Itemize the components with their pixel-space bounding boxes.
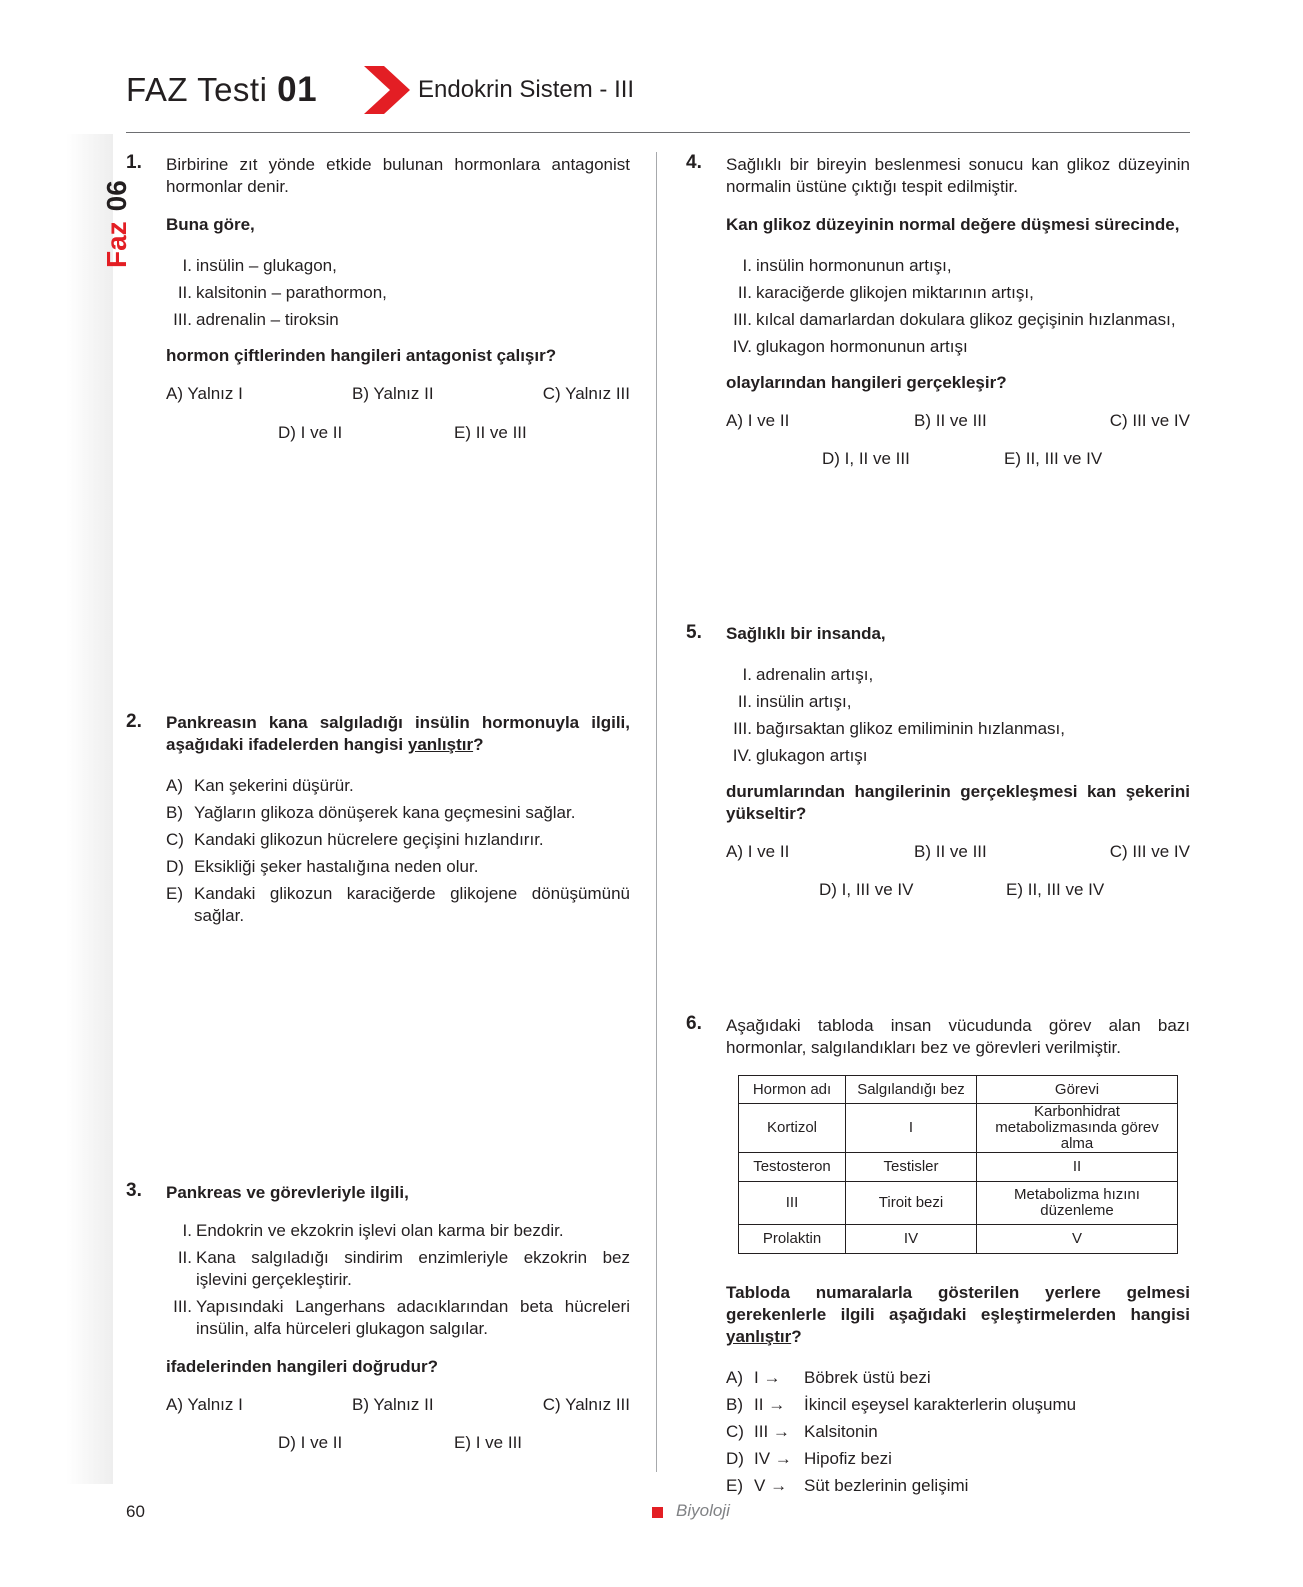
list-item: II. Kana salgıladığı sindirim enzimleriyle ekzokrin bez işlevini gerçekleştirir. (177, 1248, 630, 1289)
table-header-cell: Salgılandığı bez (846, 1076, 977, 1104)
list-item: III. Yapısındaki Langerhans adacıklarından beta hücreleri insülin, alfa hürceleri glukagon salgılar. (173, 1297, 630, 1338)
table-cell: V (977, 1225, 1178, 1254)
answer-option-e[interactable]: E) Kandaki glikozun karaciğerde glikojene dönüşümünü sağlar. (166, 884, 630, 925)
answer-option-c[interactable]: C) III → Kalsitonin (726, 1422, 878, 1441)
table-cell: Metabolizma hızını düzenleme (977, 1182, 1178, 1225)
table-cell: Testisler (846, 1153, 977, 1182)
list-item: IV. glukagon hormonunun artışı (732, 337, 968, 356)
table-row (739, 1225, 1178, 1254)
page-title: FAZ Testi 01 (126, 70, 318, 109)
question-5 (726, 623, 1190, 917)
answer-option-b[interactable]: B) Yalnız II (352, 1395, 434, 1414)
question-3-stem: Pankreas ve görevleriyle ilgili, (166, 1183, 409, 1202)
question-1-stem: Birbirine zıt yönde etkide bulunan hormonlara antagonist hormonlar denir. (166, 155, 630, 196)
question-2 (166, 712, 630, 927)
question-5-items (726, 661, 1190, 769)
answer-option-d[interactable]: D) I ve II (278, 423, 343, 442)
question-4-stem: Sağlıklı bir bireyin beslenmesi sonucu kan glikoz düzeyinin normalin üstüne çıktığı tespit edilmiştir. (726, 155, 1190, 196)
table-row (739, 1153, 1178, 1182)
question-1-prompt: hormon çiftlerinden hangileri antagonist çalışır? (166, 346, 557, 365)
answer-option-a[interactable]: A) I ve II (726, 411, 790, 430)
question-4-number: 4. (686, 152, 702, 173)
table-header-cell: Görevi (977, 1076, 1178, 1104)
list-item: I. Endokrin ve ekzokrin işlevi olan karma bir bezdir. (182, 1221, 564, 1240)
table-header-cell: Hormon adı (739, 1076, 846, 1104)
question-3 (166, 1182, 630, 1470)
list-item: III. bağırsaktan glikoz emiliminin hızlanması, (733, 719, 1065, 738)
answer-option-c[interactable]: C) III ve IV (1109, 411, 1190, 430)
question-4-prompt: olaylarından hangileri gerçekleşir? (726, 373, 1007, 392)
question-1-options (166, 379, 630, 465)
answer-option-b[interactable]: B) Yağların glikoza dönüşerek kana geçmesini sağlar. (166, 803, 576, 822)
arrow-right-icon: → (768, 1395, 786, 1414)
table-cell: Kortizol (739, 1104, 846, 1153)
answer-option-a[interactable]: A) Yalnız I (166, 1395, 243, 1414)
answer-option-e[interactable]: E) V → Süt bezlerinin gelişimi (726, 1476, 969, 1495)
question-5-prompt: durumlarından hangilerinin gerçekleşmesi kan şekerini yükseltir? (726, 782, 1190, 823)
list-item: I. insülin – glukagon, (182, 256, 337, 275)
page-subtitle: Endokrin Sistem - III (418, 76, 635, 103)
table-cell: Karbonhidrat metabolizmasında görev alma (977, 1104, 1178, 1153)
answer-option-d[interactable]: D) IV → Hipofiz bezi (726, 1449, 892, 1468)
question-2-stem: Pankreasın kana salgıladığı insülin hormonuyla ilgili, aşağıdaki ifadelerden hangisi yanlıştır? (166, 713, 630, 754)
header-divider (126, 132, 1190, 133)
answer-option-d[interactable]: D) Eksikliği şeker hastalığına neden olur. (166, 857, 479, 876)
hormone-table (738, 1075, 1178, 1254)
table-row (739, 1104, 1178, 1153)
answer-option-e[interactable]: E) II ve III (454, 423, 527, 442)
answer-option-a[interactable]: A) I → Böbrek üstü bezi (726, 1368, 931, 1387)
answer-option-b[interactable]: B) II ve III (914, 411, 987, 430)
chevron-right-icon (364, 66, 410, 114)
side-strip (66, 134, 113, 1484)
question-2-options (166, 772, 630, 927)
list-item: I. adrenalin artışı, (742, 665, 874, 684)
question-6-prompt: Tabloda numaralarla gösterilen yerlere gelmesi gerekenlerle ilgili aşağıdaki eşleştirmelerden hangisi yanlıştır? (726, 1283, 1190, 1346)
question-2-number: 2. (126, 711, 142, 732)
answer-option-c[interactable]: C) Yalnız III (542, 1395, 630, 1414)
question-5-stem: Sağlıklı bir insanda, (726, 624, 886, 643)
list-item: II. karaciğerde glikojen miktarının artışı, (737, 283, 1034, 302)
answer-option-b[interactable]: B) II → İkincil eşeysel karakterlerin oluşumu (726, 1395, 1077, 1414)
question-5-options (726, 837, 1190, 917)
answer-option-a[interactable]: A) Kan şekerini düşürür. (166, 776, 354, 795)
table-cell: III (739, 1182, 846, 1225)
question-6 (726, 1015, 1190, 1499)
table-cell: II (977, 1153, 1178, 1182)
table-cell: IV (846, 1225, 977, 1254)
column-divider (656, 152, 657, 1472)
table-cell: Tiroit bezi (846, 1182, 977, 1225)
answer-option-d[interactable]: D) I ve II (278, 1433, 343, 1452)
question-3-items (166, 1220, 630, 1340)
answer-option-a[interactable]: A) Yalnız I (166, 384, 243, 403)
question-1-number: 1. (126, 152, 142, 173)
answer-option-e[interactable]: E) II, III ve IV (1004, 449, 1103, 468)
square-icon (652, 1507, 663, 1518)
list-item: III. adrenalin – tiroksin (173, 310, 339, 329)
subject-label: Biyoloji (676, 1501, 730, 1520)
answer-option-c[interactable]: C) Yalnız III (542, 384, 630, 403)
table-cell: Prolaktin (739, 1225, 846, 1254)
table-row (739, 1182, 1178, 1225)
question-4-options (726, 406, 1190, 486)
answer-option-a[interactable]: A) I ve II (726, 842, 790, 861)
arrow-right-icon: → (774, 1449, 792, 1468)
question-3-options (166, 1390, 630, 1470)
question-1-lead: Buna göre, (166, 215, 255, 234)
question-6-number: 6. (686, 1013, 702, 1034)
list-item: I. insülin hormonunun artışı, (742, 256, 952, 275)
question-1 (166, 154, 630, 465)
answer-option-b[interactable]: B) II ve III (914, 842, 987, 861)
table-header-row (739, 1076, 1178, 1104)
question-4-lead: Kan glikoz düzeyinin normal değere düşmesi sürecinde, (726, 215, 1180, 234)
page-number: 60 (126, 1502, 145, 1521)
table-cell: I (846, 1104, 977, 1153)
arrow-right-icon: → (770, 1476, 788, 1495)
arrow-right-icon: → (763, 1368, 781, 1387)
answer-option-b[interactable]: B) Yalnız II (352, 384, 434, 403)
question-3-prompt: ifadelerinden hangileri doğrudur? (166, 1357, 439, 1376)
question-4 (726, 154, 1190, 486)
side-section-label: Faz 06 (101, 180, 132, 268)
list-item: III. kılcal damarlardan dokulara glikoz geçişinin hızlanması, (733, 310, 1176, 329)
answer-option-c[interactable]: C) Kandaki glikozun hücrelere geçişini hızlandırır. (166, 830, 544, 849)
answer-option-e[interactable]: E) II, III ve IV (1006, 880, 1105, 899)
list-item: IV. glukagon artışı (732, 746, 868, 765)
question-1-items (166, 252, 630, 333)
question-5-number: 5. (686, 622, 702, 643)
answer-option-e[interactable]: E) I ve III (454, 1433, 523, 1452)
question-4-items (726, 252, 1190, 360)
question-6-options (726, 1364, 1190, 1499)
answer-option-d[interactable]: D) I, II ve III (822, 449, 910, 468)
question-6-stem: Aşağıdaki tabloda insan vücudunda görev alan bazı hormonlar, salgılandıkları bez ve görevleri verilmiştir. (726, 1016, 1190, 1057)
answer-option-d[interactable]: D) I, III ve IV (819, 880, 914, 899)
question-3-number: 3. (126, 1180, 142, 1201)
table-cell: Testosteron (739, 1153, 846, 1182)
answer-option-c[interactable]: C) III ve IV (1109, 842, 1190, 861)
arrow-right-icon: → (772, 1422, 790, 1441)
list-item: II. kalsitonin – parathormon, (177, 283, 387, 302)
list-item: II. insülin artışı, (737, 692, 852, 711)
